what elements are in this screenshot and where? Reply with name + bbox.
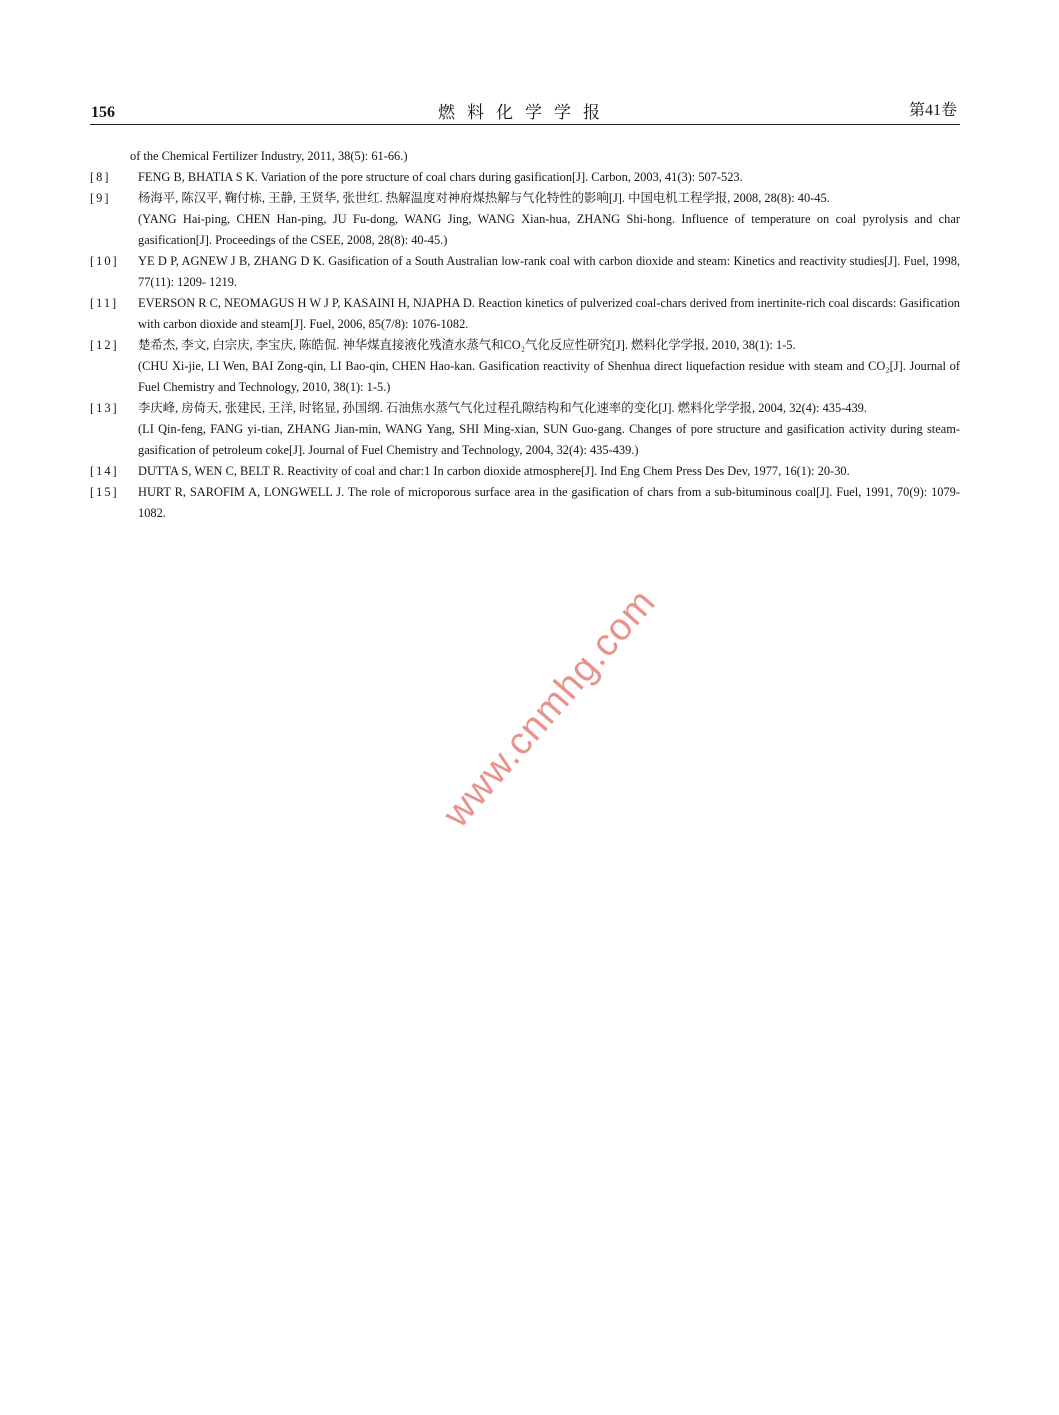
page-header (90, 96, 960, 125)
journal-title: 燃料化学学报 (438, 103, 612, 122)
reference-item (90, 167, 960, 188)
reference-text: FENG B, BHATIA S K. Variation of the pore structure of coal chars during gasification[J]. Carbon, 2003, 41(3): 507-523. (138, 170, 743, 184)
reference-continuation (90, 146, 960, 167)
reference-text: HURT R, SAROFIM A, LONGWELL J. The role of microporous surface area in the gasification of chars from a sub-bituminous coal[J]. Fuel, 1991, 70(9): 1079-1082. (138, 485, 960, 520)
reference-translation: (YANG Hai-ping, CHEN Han-ping, JU Fu-dong, WANG Jing, WANG Xian-hua, ZHANG Shi-hong. Influence of temperature on coal pyrolysis and char gasification[J]. Proceedings of the CSEE, 2008, 28(8): 40-45.) (138, 212, 960, 247)
page-number: 156 (91, 104, 115, 121)
reference-text: 杨海平, 陈汉平, 鞠付栋, 王静, 王贤华, 张世红. 热解温度对神府煤热解与气化特性的影响[J]. 中国电机工程学报, 2008, 28(8): 40-45. (138, 191, 830, 205)
reference-number: [13] (90, 401, 119, 415)
reference-text: YE D P, AGNEW J B, ZHANG D K. Gasification of a South Australian low-rank coal with carbon dioxide and steam: Kinetics and reactivity studies[J]. Fuel, 1998, 77(11): 1209- 1219. (138, 254, 960, 289)
reference-item (90, 482, 960, 524)
reference-number: [10] (90, 254, 119, 268)
reference-text: 楚希杰, 李文, 白宗庆, 李宝庆, 陈皓侃. 神华煤直接液化残渣水蒸气和CO₂气化反应性研究[J]. 燃料化学学报, 2010, 38(1): 1-5. (138, 338, 796, 352)
reference-list (90, 146, 960, 524)
reference-number: [11] (90, 296, 119, 310)
reference-item (90, 251, 960, 293)
reference-number: [12] (90, 338, 119, 352)
volume-label: 第41卷 (908, 102, 957, 119)
reference-translation: (CHU Xi-jie, LI Wen, BAI Zong-qin, LI Bao-qin, CHEN Hao-kan. Gasification reactivity of Shenhua direct liquefaction residue with steam and CO₂[J]. Journal of Fuel Chemistry and Technology, 2010, 38(1): 1-5.) (138, 359, 960, 394)
reference-item (90, 335, 960, 398)
reference-text: EVERSON R C, NEOMAGUS H W J P, KASAINI H, NJAPHA D. Reaction kinetics of pulverized coal-chars derived from inertinite-rich coal discards: Gasification with carbon dioxide and steam[J]. Fuel, 2006, 85(7/8): 1076-1082. (138, 296, 960, 331)
reference-number: [9] (90, 191, 111, 205)
reference-text: of the Chemical Fertilizer Industry, 2011, 38(5): 61-66.) (130, 149, 408, 163)
watermark-text: www.cnmhg.com (435, 581, 664, 836)
reference-item (90, 398, 960, 461)
reference-number: [14] (90, 464, 119, 478)
reference-text: 李庆峰, 房倚天, 张建民, 王洋, 时铭显, 孙国纲. 石油焦水蒸气气化过程孔隙结构和气化速率的变化[J]. 燃料化学学报, 2004, 32(4): 435-439. (138, 401, 867, 415)
reference-text: DUTTA S, WEN C, BELT R. Reactivity of coal and char:1 In carbon dioxide atmosphere[J]. Ind Eng Chem Press Des Dev, 1977, 16(1): 20-30. (138, 464, 850, 478)
reference-number: [15] (90, 485, 119, 499)
reference-translation: (LI Qin-feng, FANG yi-tian, ZHANG Jian-min, WANG Yang, SHI Ming-xian, SUN Guo-gang. Changes of pore structure and gasification activity during steam-gasification of petroleum coke[J]. Journal of Fuel Chemistry and Technology, 2004, 32(4): 435-439.) (138, 422, 960, 457)
reference-item (90, 188, 960, 251)
reference-item (90, 461, 960, 482)
reference-number: [8] (90, 170, 111, 184)
reference-item (90, 293, 960, 335)
